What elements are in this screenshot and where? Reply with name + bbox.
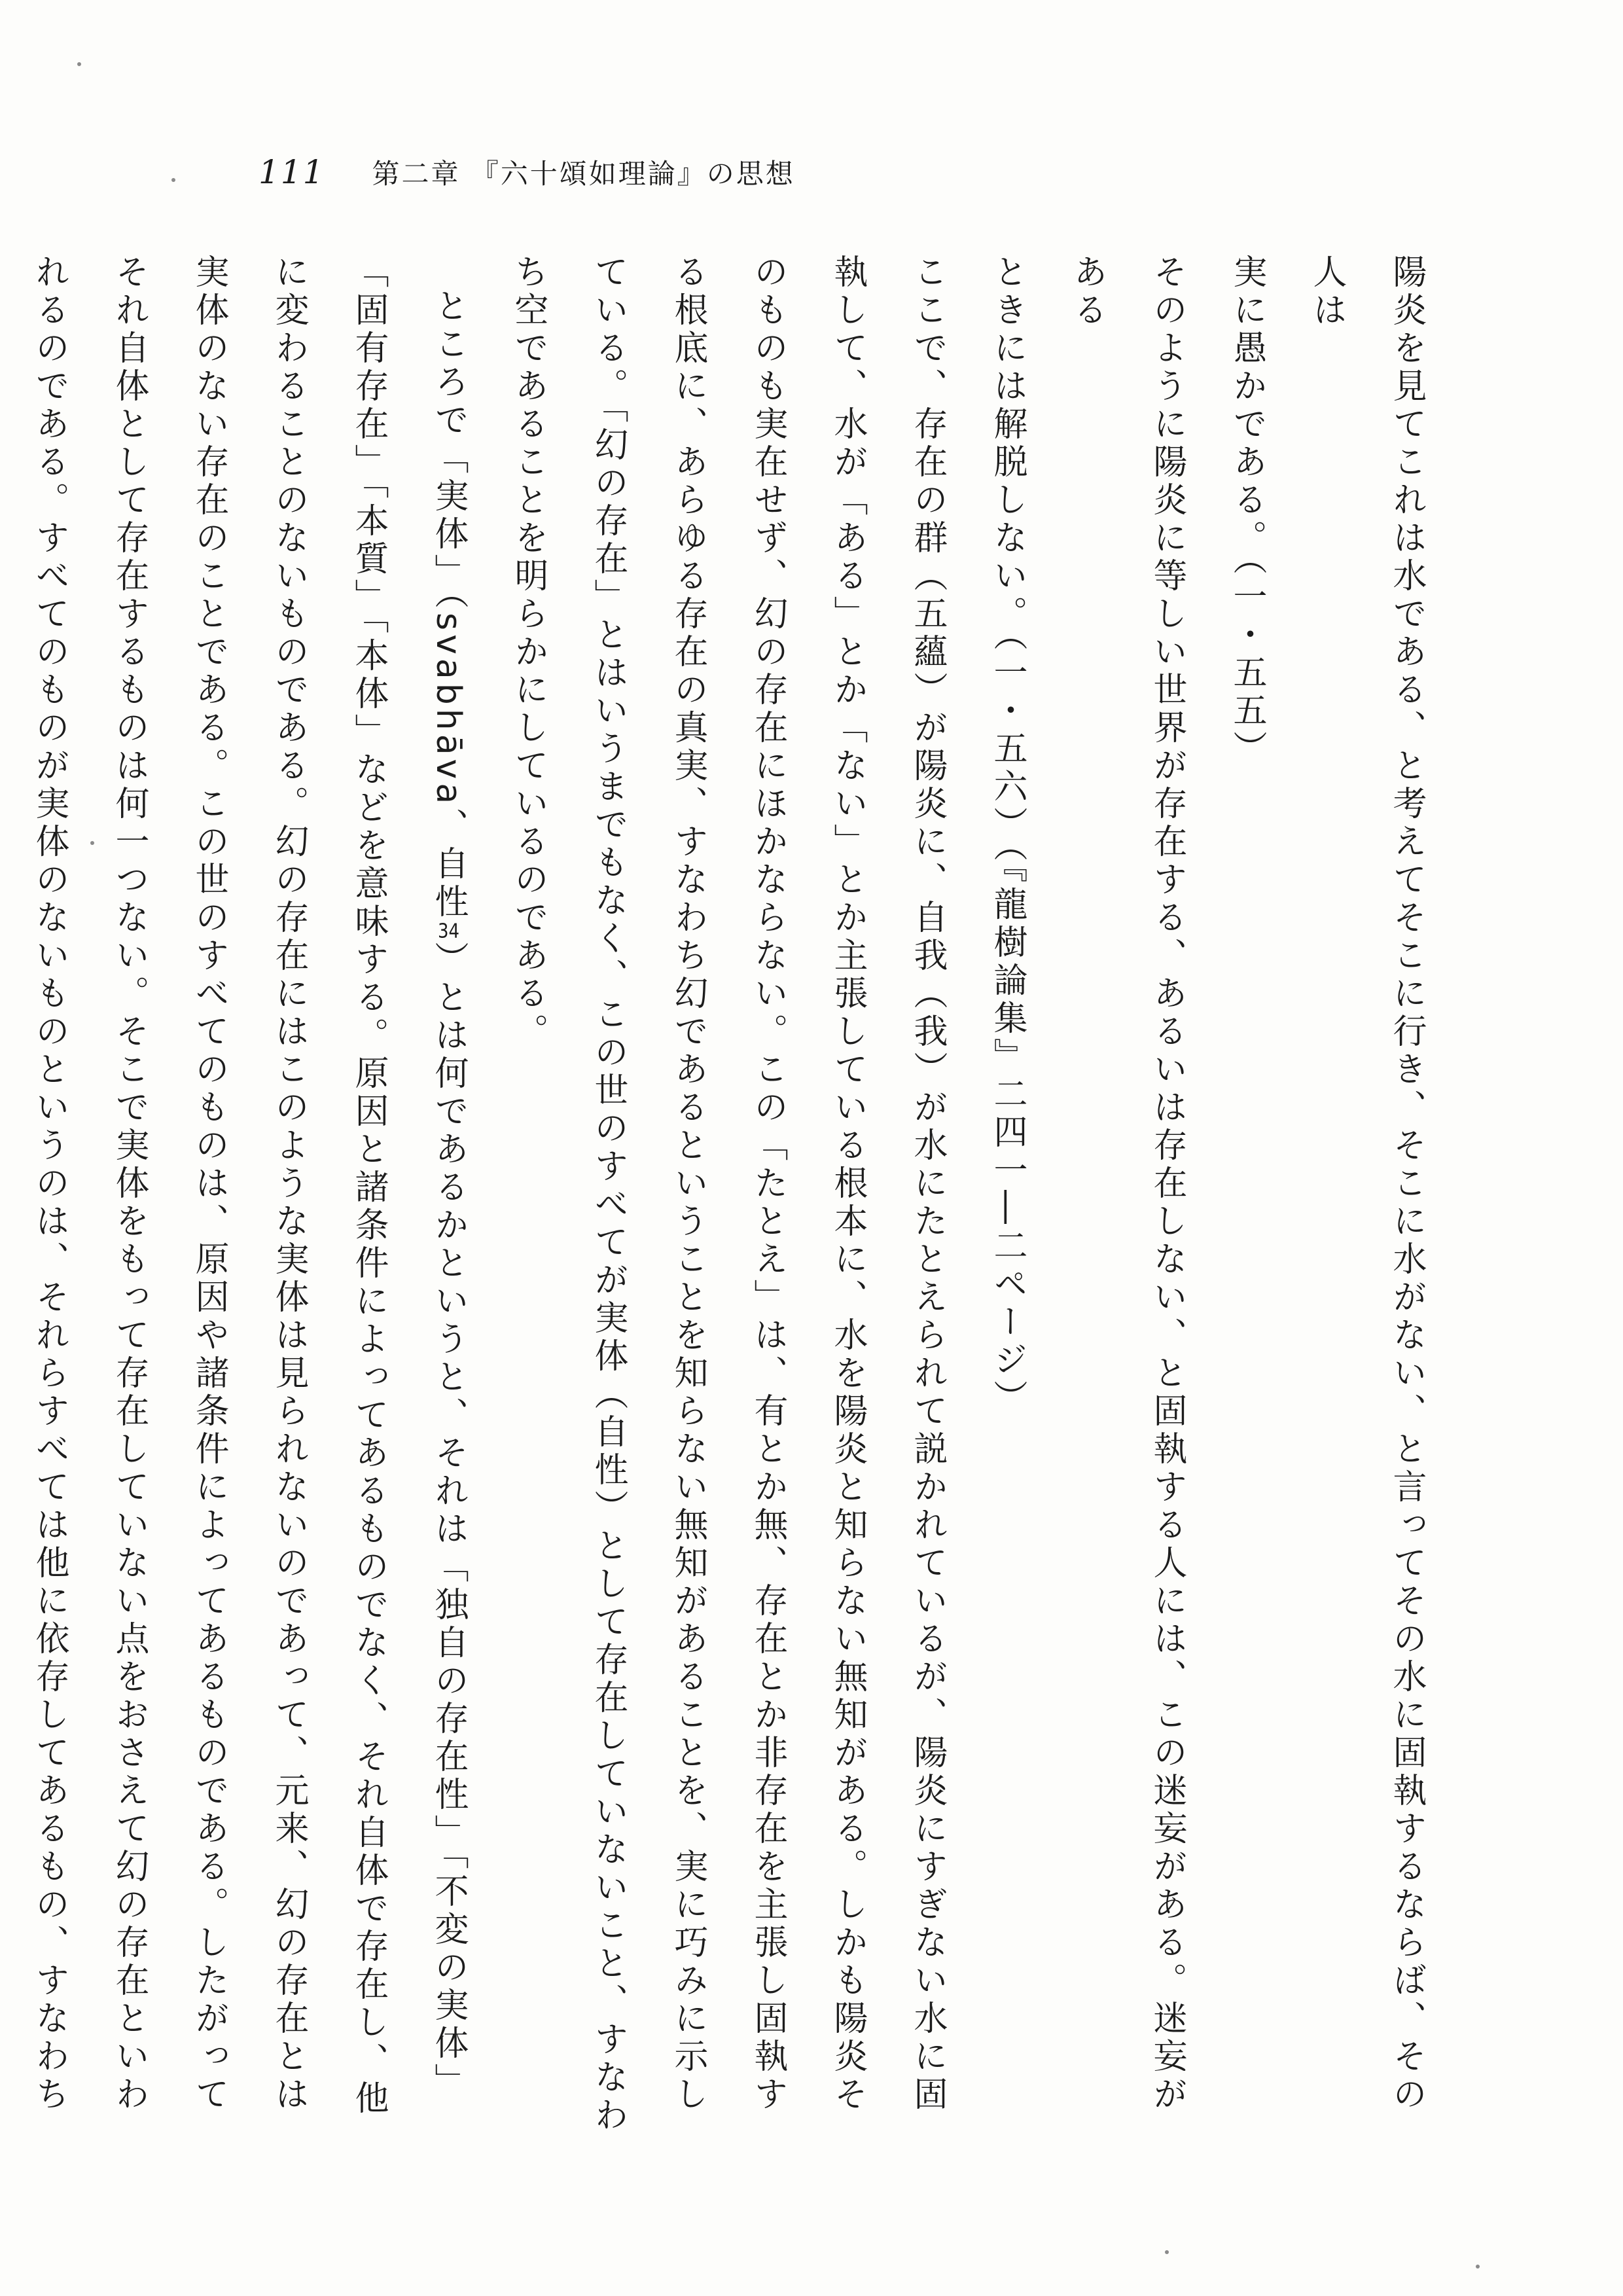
paragraph: ここで、存在の群（五蘊）が陽炎に、自我（我）が水にたとえられて説かれているが、陽炎にすぎない水に固執して、水が「ある」とか「ない」とか主張している根本に、水を陽炎と知らない無知がある。しかも陽炎そのものも実在せず、幻の存在にほかならない。この「たとえ」は、有とか無、存在とか非存在を主張し固執する根底に、あらゆる存在の真実、すなわち幻であるということを知らない無知があることを、実に巧みに示している。「幻の存在」とはいうまでもなく、この世のすべてが実体（自性）として存在していないこと、すなわち空であることを明らかにしているのである。 <box>508 254 947 2135</box>
body-text <box>29 254 1446 2145</box>
scan-speck <box>1476 2265 1480 2269</box>
page-number: 111 <box>259 153 325 191</box>
running-header <box>259 149 795 195</box>
verse-line: 陽炎を見てこれは水である、と考えてそこに行き、そこに水がない、と言ってその水に固執するならば、その人は <box>1307 254 1426 2114</box>
scan-speck <box>77 62 81 66</box>
scan-speck <box>171 178 175 182</box>
scan-speck <box>1165 2250 1169 2254</box>
running-title: 第二章 『六十頌如理論』の思想 <box>372 158 795 190</box>
footnote-marker: 34 <box>438 922 459 942</box>
verse-line: そのように陽炎に等しい世界が存在する、あるいは存在しない、と固執する人には、この迷妄がある。迷妄がある <box>1067 254 1186 2114</box>
scan-speck <box>90 841 94 845</box>
paragraph-text: ところで「実体」（svabhāva、自性 <box>429 288 468 922</box>
paragraph <box>0 254 488 2145</box>
paragraph-text: ）とは何であるかというと、それは「独自の存在性」「不変の実体」「固有存在」「本質」「本体」などを意味する。原因と諸条件によってあるものでなく、それ自体で存在し、他に変わることのないものである。幻の存在にはこのような実体は見られないのであって、元来、幻の存在とは実体のない存在のことである。この世のすべてのものは、原因や諸条件によってあるものである。したがってそれ自体として存在するものは何一つない。そこで実体をもって存在していない点をおさえて幻の存在といわれるのである。すべてのものが実体のないものというのは、それらすべては他に依存してあるもの、すなわち <box>29 254 468 2118</box>
verse-line: ときには解脱しない。（一・五六）（『龍樹論集』二四一―二ページ） <box>988 254 1027 1418</box>
verse-line: 実に愚かである。（一・五五） <box>1227 254 1266 768</box>
